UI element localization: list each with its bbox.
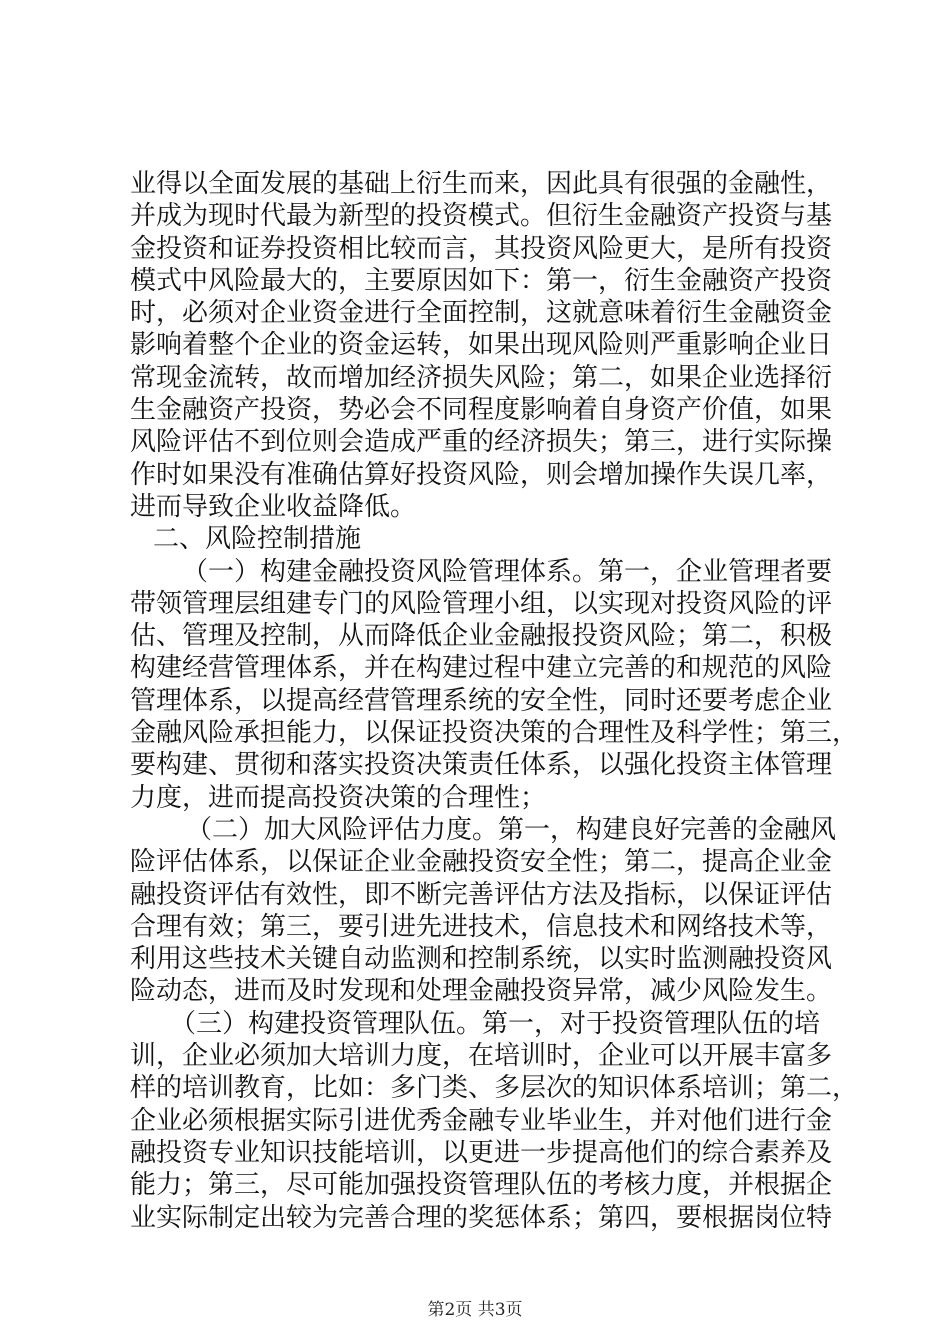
paragraph-first-line: （二）加大风险评估力度。第一，构建良好完善的金融风 bbox=[186, 814, 837, 845]
text-line: 进而导致企业收益降低。 bbox=[130, 491, 417, 522]
text-line: 训，企业必须加大培训力度，在培训时，企业可以开展丰富多 bbox=[130, 1041, 833, 1072]
text-line: 常现金流转，故而增加经济损失风险；第二，如果企业选择衍 bbox=[130, 362, 833, 393]
text-line: 业实际制定出较为完善合理的奖惩体系；第四，要根据岗位特 bbox=[130, 1202, 833, 1233]
text-line: 融投资评估有效性，即不断完善评估方法及指标，以保证评估 bbox=[130, 879, 833, 910]
text-line: 业得以全面发展的基础上衍生而来，因此具有很强的金融性， bbox=[130, 169, 833, 199]
text-line: 带领管理层组建专门的风险管理小组，以实现对投资风险的评 bbox=[130, 588, 833, 619]
text-line: 估、管理及控制，从而降低企业金融报投资风险；第二，积极 bbox=[130, 621, 833, 652]
text-line: 力度，进而提高投资决策的合理性； bbox=[130, 782, 547, 813]
text-line: 合理有效；第三，要引进先进技术，信息技术和网络技术等， bbox=[130, 911, 833, 942]
text-line: 险评估体系，以保证企业金融投资安全性；第二，提高企业金 bbox=[130, 847, 833, 878]
text-line: 利用这些技术关键自动监测和控制系统，以实时监测融投资风 bbox=[130, 944, 833, 975]
paragraph-first-line: （一）构建金融投资风险管理体系。第一，企业管理者要 bbox=[182, 556, 833, 587]
text-line: 模式中风险最大的，主要原因如下：第一，衍生金融资产投资 bbox=[130, 265, 833, 296]
text-line: 要构建、贯彻和落实投资决策责任体系，以强化投资主体管理 bbox=[130, 750, 833, 781]
section-heading: 二、风险控制措施 bbox=[153, 524, 362, 555]
text-line: 并成为现时代最为新型的投资模式。但衍生金融资产投资与基 bbox=[130, 201, 833, 232]
text-line: 样的培训教育，比如：多门类、多层次的知识体系培训；第二， bbox=[130, 1073, 859, 1104]
text-line: 作时如果没有准确估算好投资风险，则会增加操作失误几率， bbox=[130, 459, 833, 490]
text-line: 企业必须根据实际引进优秀金融专业毕业生，并对他们进行金 bbox=[130, 1105, 833, 1136]
text-line: 时，必须对企业资金进行全面控制，这就意味着衍生金融资金 bbox=[130, 298, 833, 329]
text-line: 能力；第三，尽可能加强投资管理队伍的考核力度，并根据企 bbox=[130, 1170, 833, 1201]
text-line: 融投资专业知识技能培训，以更进一步提高他们的综合素养及 bbox=[130, 1137, 833, 1168]
text-line: 金融风险承担能力，以保证投资决策的合理性及科学性；第三， bbox=[130, 718, 859, 749]
text-line: 管理体系，以提高经营管理系统的安全性，同时还要考虑企业 bbox=[130, 685, 833, 716]
text-line: 构建经营管理体系，并在构建过程中建立完善的和规范的风险 bbox=[130, 653, 833, 684]
text-line: 生金融资产投资，势必会不同程度影响着自身资产价值，如果 bbox=[130, 395, 833, 426]
page-number-footer: 第2页 共3页 bbox=[427, 1300, 523, 1320]
text-line: 影响着整个企业的资金运转，如果出现风险则严重影响企业日 bbox=[130, 330, 833, 361]
text-line: 险动态，进而及时发现和处理金融投资异常，减少风险发生。 bbox=[130, 976, 833, 1007]
body-text bbox=[130, 168, 859, 1234]
paragraph-first-line: （三）构建投资管理队伍。第一，对于投资管理队伍的培 bbox=[170, 1008, 821, 1039]
text-line: 金投资和证券投资相比较而言，其投资风险更大，是所有投资 bbox=[130, 233, 833, 264]
text-line: 风险评估不到位则会造成严重的经济损失；第三，进行实际操 bbox=[130, 427, 833, 458]
